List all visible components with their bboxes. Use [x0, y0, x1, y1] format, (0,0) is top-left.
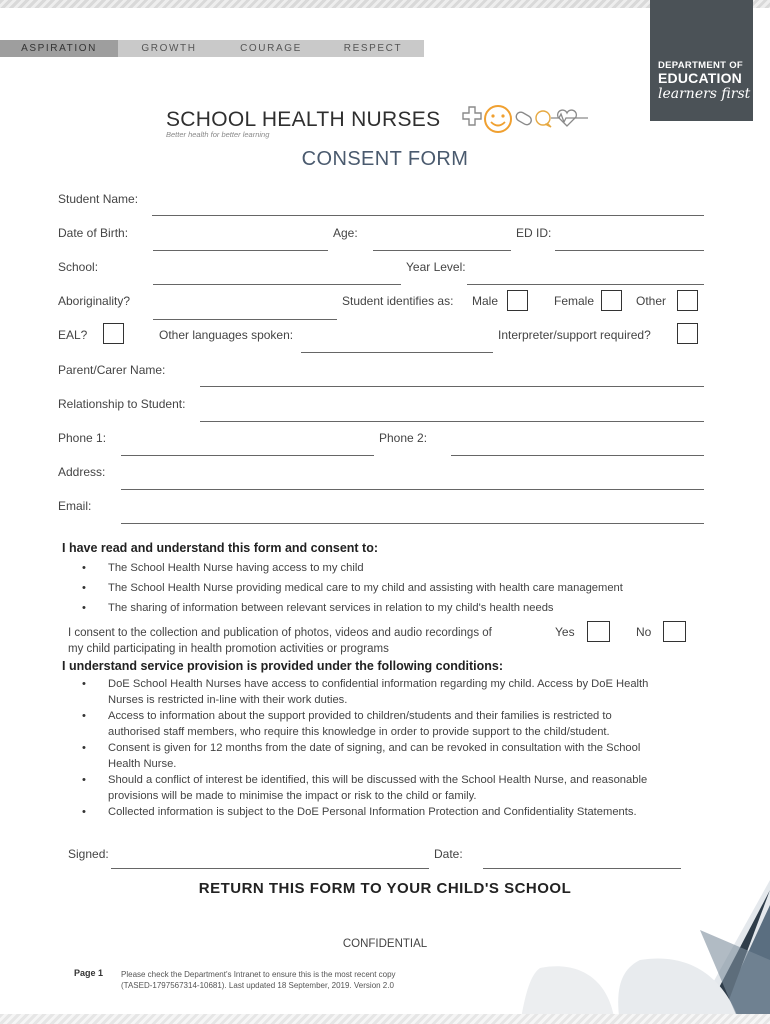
conditions-list — [108, 676, 648, 820]
list-item: • The School Health Nurse having access to my child — [108, 560, 623, 576]
pill-icon — [515, 111, 533, 127]
age-field[interactable] — [373, 250, 511, 251]
program-title: SCHOOL HEALTH NURSES — [166, 108, 441, 131]
student-name-field[interactable] — [152, 215, 704, 216]
list-item — [108, 676, 648, 708]
value-respect: RESPECT — [343, 43, 403, 54]
relationship-field[interactable] — [200, 421, 704, 422]
program-logo — [166, 108, 440, 139]
parent-name-label: Parent/Carer Name: — [58, 363, 166, 377]
heart-pulse-icon — [551, 110, 588, 126]
list-item — [108, 740, 648, 772]
dob-label: Date of Birth: — [58, 226, 129, 240]
female-checkbox[interactable] — [601, 290, 622, 311]
school-field[interactable] — [153, 284, 401, 285]
logo-line-education: EDUCATION — [658, 70, 742, 86]
other-languages-label: Other languages spoken: — [159, 328, 294, 342]
confidential-label: CONFIDENTIAL — [342, 938, 428, 950]
list-item-line: Health Nurse. — [108, 758, 177, 770]
photo-yes-label: Yes — [555, 625, 575, 639]
date-field[interactable] — [483, 868, 681, 869]
value-aspiration: ASPIRATION — [0, 40, 118, 57]
other-gender-label: Other — [636, 294, 667, 308]
consent-heading: I have read and understand this form and consent to: — [62, 541, 379, 555]
list-item-line: • Collected information is subject to the DoE Personal Information Protection and Confidentiality Statements. — [108, 806, 637, 818]
health-icons — [455, 104, 595, 138]
program-tagline: Better health for better learning — [166, 130, 270, 139]
date-label: Date: — [434, 847, 463, 861]
photo-consent-line2: my child participating in health promotion activities or programs — [68, 643, 389, 655]
value-growth: GROWTH — [141, 43, 197, 54]
value-courage: COURAGE — [240, 43, 302, 54]
conditions-heading: I understand service provision is provided under the following conditions: — [62, 659, 504, 673]
email-label: Email: — [58, 499, 92, 513]
list-item-line: • DoE School Health Nurses have access to confidential information regarding my child. Access by DoE Health — [108, 678, 649, 690]
phone1-field[interactable] — [121, 455, 374, 456]
bottom-stripe — [0, 1014, 770, 1024]
values-bar — [0, 40, 424, 57]
list-item-line: authorised staff members, who require this knowledge in order to provide support to the child/student. — [108, 726, 610, 738]
speech-bubble-icon — [536, 111, 551, 127]
interpreter-checkbox[interactable] — [677, 323, 698, 344]
photo-no-checkbox[interactable] — [663, 621, 686, 642]
aboriginality-label: Aboriginality? — [58, 294, 131, 308]
identifies-as-label: Student identifies as: — [342, 294, 454, 308]
photo-no-label: No — [636, 625, 652, 639]
phone1-label: Phone 1: — [58, 431, 107, 445]
list-item-line: Nurses is restricted in-line with their work duties. — [108, 694, 348, 706]
logo-line-tagline: learners first — [658, 86, 751, 102]
male-checkbox[interactable] — [507, 290, 528, 311]
other-gender-checkbox[interactable] — [677, 290, 698, 311]
school-label: School: — [58, 260, 99, 274]
relationship-label: Relationship to Student: — [58, 397, 186, 411]
list-item: • The School Health Nurse providing medical care to my child and assisting with health care management — [108, 580, 623, 596]
logo-line-department: DEPARTMENT OF — [658, 60, 743, 71]
list-item: • The sharing of information between relevant services in relation to my child's health needs — [108, 600, 623, 616]
photo-consent-text — [68, 625, 492, 657]
ed-id-label: ED ID: — [516, 226, 552, 240]
photo-yes-checkbox[interactable] — [587, 621, 610, 642]
return-instruction: RETURN THIS FORM TO YOUR CHILD'S SCHOOL — [198, 880, 572, 897]
eal-label: EAL? — [58, 328, 88, 342]
age-label: Age: — [333, 226, 358, 240]
list-item — [108, 708, 648, 740]
photo-consent-line1: I consent to the collection and publication of photos, videos and audio recordings of — [68, 627, 492, 639]
parent-name-field[interactable] — [200, 386, 704, 387]
cross-icon — [463, 107, 481, 125]
dob-field[interactable] — [153, 250, 328, 251]
eal-checkbox[interactable] — [103, 323, 124, 344]
phone2-label: Phone 2: — [379, 431, 428, 445]
footer-note-line2: (TASED-1797567314-10681). Last updated 18 September, 2019. Version 2.0 — [121, 981, 394, 990]
other-languages-field[interactable] — [301, 352, 493, 353]
doe-logo — [650, 0, 753, 121]
female-label: Female — [554, 294, 595, 308]
aboriginality-field[interactable] — [153, 319, 337, 320]
list-item — [108, 804, 648, 820]
year-level-label: Year Level: — [406, 260, 466, 274]
signature-field[interactable] — [111, 868, 429, 869]
list-item-line: • Access to information about the support provided to children/students and their families is restricted to — [108, 710, 612, 722]
address-label: Address: — [58, 465, 106, 479]
smiley-icon — [485, 106, 511, 132]
consent-list — [108, 560, 623, 616]
interpreter-label: Interpreter/support required? — [498, 328, 651, 342]
phone2-field[interactable] — [451, 455, 704, 456]
signed-label: Signed: — [68, 847, 109, 861]
male-label: Male — [472, 294, 499, 308]
list-item — [108, 772, 648, 804]
footer-note — [121, 969, 396, 991]
footer-note-line1: Please check the Department's Intranet to ensure this is the most recent copy — [121, 970, 396, 979]
year-level-field[interactable] — [467, 284, 704, 285]
page-number: Page 1 — [74, 968, 104, 978]
list-item-line: provisions will be made to minimise the impact or risk to the child or family. — [108, 790, 477, 802]
list-item-line: • Should a conflict of interest be identified, this will be discussed with the School Health Nurse, and reasonable — [108, 774, 648, 786]
student-name-label: Student Name: — [58, 192, 139, 206]
email-field[interactable] — [121, 523, 704, 524]
form-title: CONSENT FORM — [301, 148, 469, 170]
ed-id-field[interactable] — [555, 250, 704, 251]
list-item-line: • Consent is given for 12 months from the date of signing, and can be revoked in consultation with the School — [108, 742, 641, 754]
address-field[interactable] — [121, 489, 704, 490]
